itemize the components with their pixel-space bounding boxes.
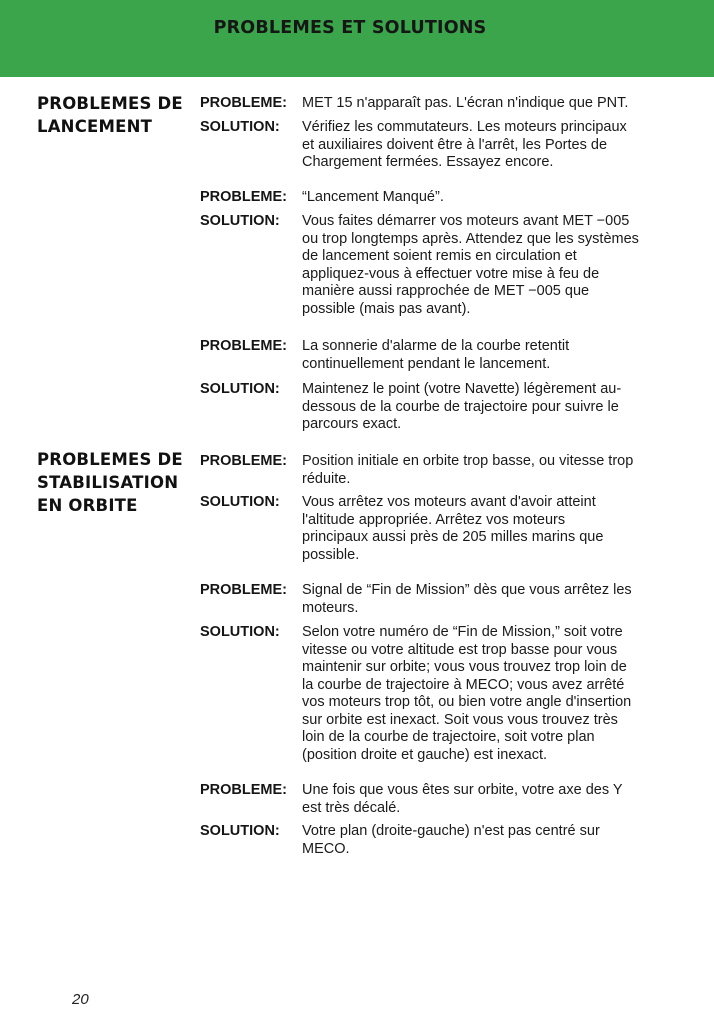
solution-line: dessous de la courbe de trajectoire pour suivre le: [302, 398, 619, 415]
solution-line: Selon votre numéro de “Fin de Mission,” soit votre: [302, 624, 623, 640]
solution-text: [302, 494, 694, 564]
section-title-lancement: [37, 92, 183, 138]
solution-line: Vérifiez les commutateurs. Les moteurs principaux: [302, 119, 627, 135]
solution-line: Vous arrêtez vos moteurs avant d'avoir atteint: [302, 494, 596, 510]
solution-line: manière aussi rapprochée de MET −005 que: [302, 283, 590, 299]
problem-label: PROBLEME:: [200, 582, 287, 598]
solution-line: Maintenez le point (votre Navette) légèrement au-: [302, 381, 622, 397]
solution-text: [302, 213, 694, 318]
solution-label: SOLUTION:: [200, 823, 280, 839]
problem-label: PROBLEME:: [200, 95, 287, 111]
solution-line: maintenir sur orbite; vous vous trouvez trop loin de: [302, 659, 627, 675]
problem-line: réduite.: [302, 470, 351, 487]
problem-line: Signal de “Fin de Mission” dès que vous arrêtez les: [302, 582, 632, 598]
solution-text: [302, 823, 694, 858]
solution-line: vos moteurs trop tôt, ou bien votre angle d'insertion: [302, 694, 632, 710]
problem-label: PROBLEME:: [200, 189, 287, 205]
problem-text: [302, 782, 694, 817]
problem-line: MET 15 n'apparaît pas. L'écran n'indique que PNT.: [302, 95, 629, 111]
page-number: 20: [72, 991, 89, 1008]
section-title-line: EN ORBITE: [37, 496, 138, 515]
problem-label: PROBLEME:: [200, 338, 287, 354]
solution-line: vitesse ou votre altitude est trop basse pour vous: [302, 641, 618, 658]
problem-text: [302, 453, 694, 488]
solution-line: appliquez-vous à effectuer votre mise à feu de: [302, 265, 600, 282]
problem-line: moteurs.: [302, 599, 359, 616]
problem-line: La sonnerie d'alarme de la courbe retentit: [302, 338, 570, 354]
section-title-line: PROBLEMES DE: [37, 450, 183, 469]
solution-label: SOLUTION:: [200, 624, 280, 640]
solution-line: ou trop longtemps après. Attendez que les systèmes: [302, 230, 639, 247]
section-title-stabilisation: [37, 448, 183, 517]
problem-label: PROBLEME:: [200, 453, 287, 469]
solution-line: possible (mais pas avant).: [302, 300, 471, 317]
page-title: PROBLEMES ET SOLUTIONS: [213, 18, 487, 38]
problem-text: [302, 189, 694, 207]
problem-line: continuellement pendant le lancement.: [302, 355, 551, 372]
solution-line: Chargement fermées. Essayez encore.: [302, 154, 554, 170]
solution-line: sur orbite est inexact. Soit vous vous trouvez très: [302, 711, 618, 728]
solution-line: et auxiliaires doivent être à l'arrêt, les Portes de: [302, 136, 608, 153]
solution-line: Votre plan (droite-gauche) n'est pas centré sur: [302, 823, 600, 839]
solution-line: principaux aussi près de 205 milles marins que: [302, 529, 604, 545]
solution-line: Vous faites démarrer vos moteurs avant MET −005: [302, 213, 630, 229]
section-title-line: LANCEMENT: [37, 117, 153, 136]
solution-label: SOLUTION:: [200, 213, 280, 229]
solution-line: possible.: [302, 546, 360, 563]
problem-line: Une fois que vous êtes sur orbite, votre axe des Y: [302, 782, 623, 798]
solution-line: parcours exact.: [302, 416, 402, 432]
problem-text: [302, 582, 694, 617]
solution-text: [302, 624, 694, 764]
section-title-line: STABILISATION: [37, 473, 179, 492]
problem-text: [302, 95, 694, 113]
solution-line: l'altitude appropriée. Arrêtez vos moteurs: [302, 511, 566, 528]
solution-line: loin de la courbe de trajectoire, soit votre plan: [302, 729, 595, 745]
solution-line: de lancement soient remis en circulation et: [302, 248, 577, 264]
solution-label: SOLUTION:: [200, 119, 280, 135]
section-title-line: PROBLEMES DE: [37, 94, 183, 113]
header-band: [0, 0, 714, 77]
solution-text: [302, 119, 694, 172]
solution-line: (position droite et gauche) est inexact.: [302, 746, 548, 763]
solution-line: MECO.: [302, 840, 350, 857]
solution-text: [302, 381, 694, 434]
problem-line: est très décalé.: [302, 799, 401, 816]
solution-label: SOLUTION:: [200, 494, 280, 510]
problem-text: [302, 338, 694, 373]
solution-line: la courbe de trajectoire à MECO; vous avez arrêté: [302, 676, 625, 693]
problem-line: “Lancement Manqué”.: [302, 189, 444, 205]
solution-label: SOLUTION:: [200, 381, 280, 397]
problem-label: PROBLEME:: [200, 782, 287, 798]
problem-line: Position initiale en orbite trop basse, ou vitesse trop: [302, 453, 634, 469]
